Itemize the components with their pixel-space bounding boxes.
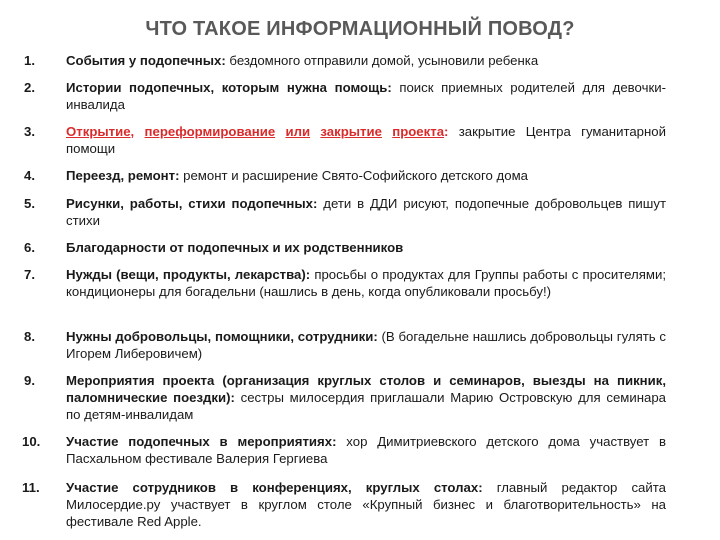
item-body — [66, 123, 666, 157]
item-text: ремонт и расширение Свято-Софийского детского дома — [179, 168, 528, 183]
item-body — [66, 195, 666, 229]
item-lead: Участие сотрудников в конференциях, круглых столах: — [66, 480, 483, 495]
item-lead: Переезд, ремонт: — [66, 168, 180, 183]
item-text: бездомного отправили домой, усыновили ребенка — [225, 53, 539, 68]
item-text: закрытие Центра гуманитарной помощи — [66, 124, 666, 156]
item-body — [66, 372, 666, 423]
item-lead: Нужды (вещи, продукты, лекарства): — [66, 267, 311, 282]
item-number: 5. — [24, 196, 35, 211]
item-number: 7. — [24, 267, 35, 282]
item-number: 6. — [24, 240, 35, 255]
item-number: 3. — [24, 124, 35, 139]
item-lead-link[interactable]: проекта — [392, 124, 445, 139]
item-number: 4. — [24, 168, 35, 183]
item-text: сестры милосердия приглашали Марию Островскую для семинара по детям-инвалидам — [66, 390, 667, 422]
item-text: (В богадельне нашлись добровольцы гулять с Игорем Либеровичем) — [66, 329, 666, 361]
item-number: 2. — [24, 80, 35, 95]
item-body — [66, 167, 666, 184]
item-text: дети в ДДИ рисуют, подопечные добровольцев пишут стихи — [66, 196, 667, 228]
item-body — [66, 433, 666, 467]
item-body — [66, 328, 666, 362]
item-text: поиск приемных родителей для девочки-инвалида — [66, 80, 666, 112]
item-lead: Участие подопечных в мероприятиях: — [66, 434, 337, 449]
slide-title: ЧТО ТАКОЕ ИНФОРМАЦИОННЫЙ ПОВОД? — [145, 18, 575, 40]
item-lead: Благодарности от подопечных и их родственников — [66, 240, 404, 255]
item-text: главный редактор сайта Милосердие.ру участвует в круглом столе «Крупный бизнес и благотворительность» на фестивале Red Apple. — [66, 480, 666, 529]
item-text: просьбы о продуктах для Группы работы с просителями; кондиционеры для богадельни (нашлись в день, когда опубликовали просьбу!) — [66, 267, 666, 299]
item-number: 8. — [24, 329, 35, 344]
item-body — [66, 239, 666, 256]
item-body — [66, 52, 666, 69]
item-body — [66, 479, 666, 530]
item-lead-link[interactable]: закрытие — [320, 124, 382, 139]
item-lead: Нужны добровольцы, помощники, сотрудники: — [66, 329, 378, 344]
item-lead-link[interactable]: Открытие, — [66, 124, 135, 139]
item-lead: Мероприятия проекта (организация круглых столов и семинаров, выезды на пикник, паломнические поездки): — [66, 373, 666, 405]
item-number: 10. — [22, 434, 41, 449]
item-body — [66, 266, 666, 300]
item-lead: Рисунки, работы, стихи подопечных: — [66, 196, 318, 211]
item-text: хор Димитриевского детского дома участвует в Пасхальном фестивале Валерия Гергиева — [66, 434, 667, 466]
item-number: 1. — [24, 53, 35, 68]
item-number: 9. — [24, 373, 35, 388]
item-number: 11. — [22, 480, 40, 495]
item-body — [66, 79, 666, 113]
item-lead-link[interactable]: или — [285, 124, 311, 139]
item-lead-colon: : — [444, 124, 449, 139]
item-lead: Истории подопечных, которым нужна помощь: — [66, 80, 392, 95]
item-lead: События у подопечных: — [66, 53, 226, 68]
item-lead-link[interactable]: переформирование — [144, 124, 276, 139]
